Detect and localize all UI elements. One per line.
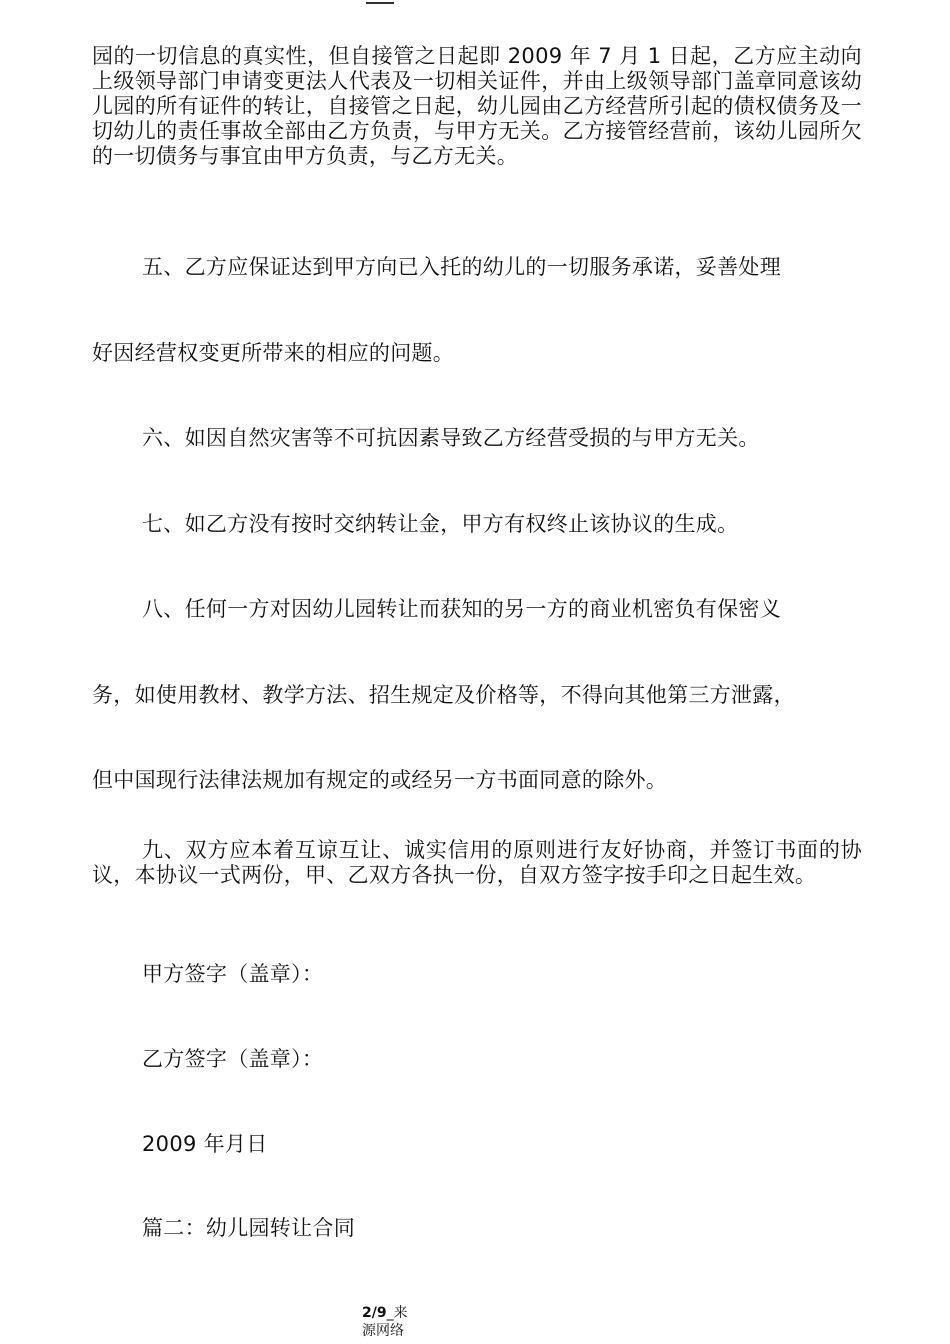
date-line: 2009 年月日 — [142, 1132, 268, 1156]
header-rule — [366, 0, 394, 4]
section-title: 篇二：幼儿园转让合同 — [142, 1216, 355, 1240]
clause-8-line-2: 务，如使用教材、教学方法、招生规定及价格等，不得向其他第三方泄露， — [92, 683, 795, 707]
intro-paragraph: 园的一切信息的真实性，但自接管之日起即 2009 年 7 月 1 日起，乙方应主动向上级领导部门申请变更法人代表及一切相关证件，并由上级领导部门盖章同意该幼儿园的所有证件的转让，自接管之日起，幼儿园由乙方经营所引起的债权债务及一切幼儿的责任事故全部由乙方负责，与甲方无关。乙方接管经营前，该幼儿园所欠的一切债务与事宜由甲方负责，与乙方无关。 — [92, 44, 862, 168]
footer-source-1: _来 — [386, 1305, 408, 1321]
clause-8-line-1: 八、任何一方对因幼儿园转让而获知的另一方的商业机密负有保密义 — [142, 597, 781, 621]
party-b-signature: 乙方签字（盖章）： — [142, 1047, 324, 1071]
clause-9: 九、双方应本着互谅互让、诚实信用的原则进行友好协商，并签订书面的协议，本协议一式两份，甲、乙双方各执一份，自双方签字按手印之日起生效。 — [92, 838, 862, 887]
page-number: 2/9 — [362, 1305, 387, 1321]
clause-7: 七、如乙方没有按时交纳转让金，甲方有权终止该协议的生成。 — [142, 512, 739, 536]
footer-source-2: 源网络 — [362, 1323, 404, 1339]
page-footer — [362, 1304, 422, 1340]
clause-5-line-1: 五、乙方应保证达到甲方向已入托的幼儿的一切服务承诺，妥善处理 — [142, 255, 781, 279]
clause-5-line-2: 好因经营权变更所带来的相应的问题。 — [92, 341, 455, 365]
clause-8-line-3: 但中国现行法律法规加有规定的或经另一方书面同意的除外。 — [92, 768, 668, 792]
party-a-signature: 甲方签字（盖章）： — [142, 962, 324, 986]
clause-6: 六、如因自然灾害等不可抗因素导致乙方经营受损的与甲方无关。 — [142, 426, 760, 450]
